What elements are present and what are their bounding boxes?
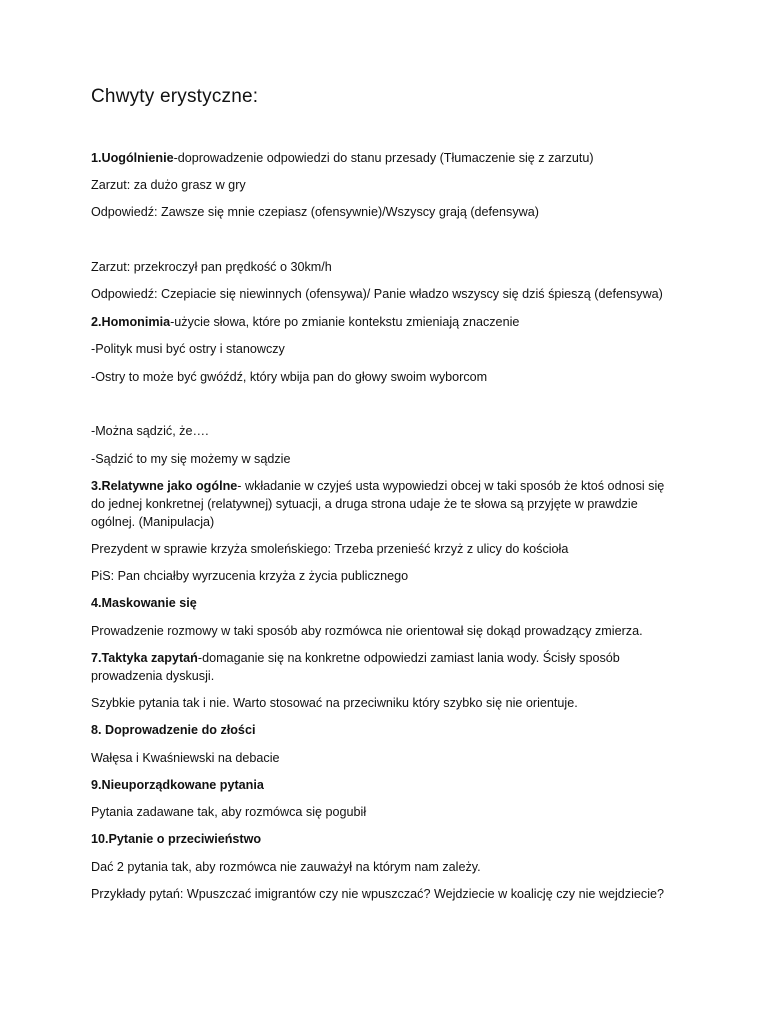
section-description: -domaganie się na konkretne odpowiedzi zamiast lania wody. Ścisły sposób prowadzenia dyskusji.	[91, 651, 620, 683]
paragraph: Wałęsa i Kwaśniewski na debacie	[91, 751, 280, 765]
paragraph: Dać 2 pytania tak, aby rozmówca nie zauważył na którym nam zależy.	[91, 860, 481, 874]
section-heading: 3.Relatywne jako ogólne	[91, 479, 238, 493]
section-heading: 9.Nieuporządkowane pytania	[91, 778, 264, 792]
section-description: -doprowadzenie odpowiedzi do stanu przesady (Tłumaczenie się z zarzutu)	[173, 151, 594, 165]
section-heading: 7.Taktyka zapytań	[91, 651, 198, 665]
paragraph: -Ostry to może być gwóźdź, który wbija pan do głowy swoim wyborcom	[91, 370, 488, 384]
paragraph: PiS: Pan chciałby wyrzucenia krzyża z życia publicznego	[91, 569, 409, 583]
section-description: - wkładanie w czyjeś usta wypowiedzi obcej w taki sposób że ktoś odnosi się do jednej konkretnej (relatywnej) sytuacji, a druga strona udaje że te słowa są przyjęte w prawdzie ogólnej. (Manipulacja)	[91, 479, 665, 529]
paragraph: -Można sądzić, że….	[91, 424, 209, 438]
page-title: Chwyty erystyczne:	[91, 86, 259, 107]
paragraph: Zarzut: przekroczył pan prędkość o 30km/h	[91, 260, 332, 274]
section-7-heading-line	[91, 649, 681, 685]
section-9-heading-line	[91, 776, 264, 794]
section-4-heading-line	[91, 594, 197, 612]
paragraph: -Polityk musi być ostry i stanowczy	[91, 342, 285, 356]
section-heading: 2.Homonimia	[91, 315, 171, 329]
section-10-heading-line	[91, 830, 261, 848]
paragraph: Odpowiedź: Czepiacie się niewinnych (ofensywa)/ Panie władzo wszyscy się dziś śpieszą (defensywa)	[91, 287, 663, 301]
paragraph: Szybkie pytania tak i nie. Warto stosować na przeciwniku który szybko się nie orientuje.	[91, 696, 578, 710]
paragraph: Pytania zadawane tak, aby rozmówca się pogubił	[91, 805, 367, 819]
section-heading: 1.Uogólnienie	[91, 151, 174, 165]
section-heading: 4.Maskowanie się	[91, 596, 197, 610]
paragraph: Przykłady pytań: Wpuszczać imigrantów czy nie wpuszczać? Wejdziecie w koalicję czy nie wejdziecie?	[91, 887, 665, 901]
paragraph: Zarzut: za dużo grasz w gry	[91, 178, 246, 192]
section-3-heading-line	[91, 477, 681, 531]
paragraph: Prowadzenie rozmowy w taki sposób aby rozmówca nie orientował się dokąd prowadzący zmierza.	[91, 624, 643, 638]
section-1-heading-line	[91, 149, 594, 167]
section-description: -użycie słowa, które po zmianie kontekstu zmieniają znaczenie	[170, 315, 520, 329]
section-8-heading-line	[91, 721, 255, 739]
section-2-heading-line	[91, 313, 519, 331]
section-heading: 10.Pytanie o przeciwieństwo	[91, 832, 262, 846]
section-heading: 8. Doprowadzenie do złości	[91, 723, 256, 737]
paragraph: Odpowiedź: Zawsze się mnie czepiasz (ofensywnie)/Wszyscy grają (defensywa)	[91, 205, 539, 219]
paragraph: Prezydent w sprawie krzyża smoleńskiego: Trzeba przenieść krzyż z ulicy do kościoła	[91, 542, 569, 556]
paragraph: -Sądzić to my się możemy w sądzie	[91, 452, 291, 466]
